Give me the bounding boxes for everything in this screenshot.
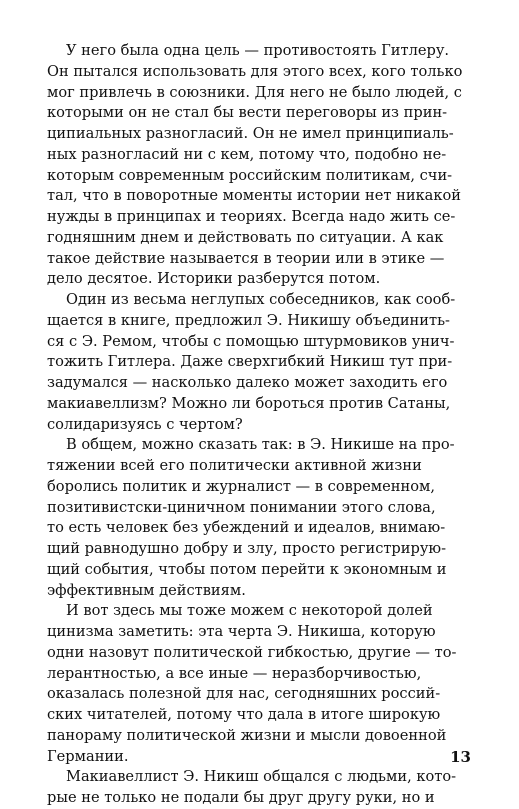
text-line: солидаризуясь с чертом? (47, 415, 243, 433)
text-line: щается в книге, предложил Э. Никишу объединить- (47, 311, 450, 329)
text-line: лерантностью, а все иные — неразборчивостью, (47, 664, 422, 682)
text-line: годняшним днем и действовать по ситуации. А как (47, 228, 444, 246)
text-line: позитивистски-циничном понимании этого слова, (47, 498, 436, 516)
text-line: Он пытался использовать для этого всех, кого только (47, 62, 463, 80)
text-line: такое действие называется в теории или в этике — (47, 249, 445, 267)
text-line: Макиавеллист Э. Никиш общался с людьми, кото- (66, 768, 457, 786)
text-line: задумался — насколько далеко может заходить его (47, 374, 448, 391)
text-line: ских читателей, потому что дала в итоге широкую (47, 706, 441, 723)
text-line: панораму политической жизни и мысли довоенной (47, 726, 447, 744)
text-line: дело десятое. Историки разберутся потом. (47, 270, 381, 288)
text-line: боролись политик и журналист — в современном, (47, 477, 436, 495)
text-line: которым современным российским политикам, счи- (47, 166, 453, 184)
text-line: ципиальных разногласий. Он не имел принципиаль- (47, 125, 454, 142)
text-line: ных разногласий ни с кем, потому что, подобно не- (47, 145, 447, 163)
text-line: эффективным действиям. (47, 581, 246, 599)
text-line: ся с Э. Ремом, чтобы с помощью штурмовиков унич- (47, 332, 455, 350)
text-line: которыми он не стал бы вести переговоры из прин- (47, 104, 448, 122)
text-line: И вот здесь мы тоже можем с некоторой долей (66, 602, 433, 620)
text-line: тожить Гитлера. Даже сверхгибкий Никиш тут при- (47, 353, 453, 371)
text-line: оказалась полезной для нас, сегодняшних россий- (47, 685, 441, 703)
text-line: макиавеллизм? Можно ли бороться против Сатаны, (47, 394, 451, 412)
text-line: Один из весьма неглупых собеседников, как сооб- (66, 291, 456, 308)
text-line: щий равнодушно добру и злу, просто регистрирую- (47, 540, 447, 557)
text-line: тяжении всей его политически активной жизни (47, 457, 422, 474)
text-line: тал, что в поворотные моменты истории нет никакой (47, 187, 462, 205)
text-line: У него была одна цель — противостоять Гитлеру. (66, 42, 450, 59)
text-line: Германии. (47, 747, 129, 765)
text-line: одни назовут политической гибкостью, другие — то- (47, 643, 457, 661)
page-number: 13 (450, 748, 471, 766)
text-line: то есть человек без убеждений и идеалов, внимаю- (47, 519, 446, 537)
text-line: В общем, можно сказать так: в Э. Никише на про- (66, 436, 455, 454)
text-line: мог привлечь в союзники. Для него не было людей, с (47, 83, 462, 101)
text-line: рые не только не подали бы друг другу руки, но и (47, 789, 435, 806)
text-line: щий события, чтобы потом перейти к экономным и (47, 560, 447, 578)
text-line: нужды в принципах и теориях. Всегда надо жить се- (47, 208, 456, 225)
text-line: цинизма заметить: эта черта Э. Никиша, которую (47, 623, 436, 640)
page-text (47, 41, 473, 809)
